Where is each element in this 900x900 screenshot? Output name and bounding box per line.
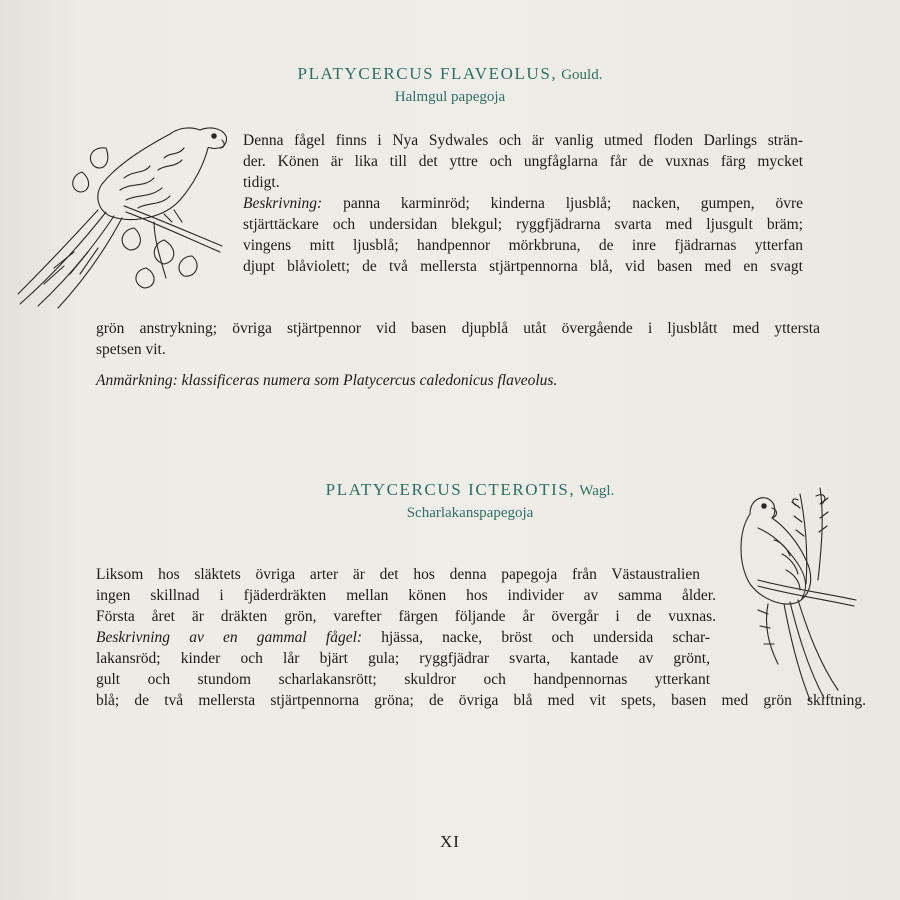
- entry1-line: stjärttäckare och undersidan blekgul; ryggfjädrarna svarta med ljusgult bräm;: [243, 216, 803, 233]
- entry1-latin-name: PLATYCERCUS FLAVEOLUS,: [297, 64, 558, 83]
- entry2-latin-name: PLATYCERCUS ICTEROTIS,: [325, 480, 576, 499]
- entry1-description-first: panna karminröd; kinderna ljusblå; nacken, gumpen, övre: [343, 195, 804, 212]
- entry2-author: Wagl.: [579, 483, 615, 499]
- entry1-author: Gould.: [561, 67, 603, 83]
- entry2-line: Första året är dräkten grön, varefter färgen följande år övergår i de vuxnas.: [96, 608, 716, 625]
- entry1-description-first-line: [243, 193, 803, 214]
- entry2-description-label: Beskrivning av en gammal fågel:: [96, 629, 363, 646]
- entry2-description-first-line: [96, 627, 710, 648]
- entry2-line: ingen skillnad i fjäderdräkten mellan könen hos individer av samma ålder.: [96, 587, 716, 604]
- entry1-common-name: Halmgul papegoja: [394, 89, 506, 105]
- entry1-heading: [180, 64, 720, 106]
- entry1-line: grön anstrykning; övriga stjärtpennor vid basen djupblå utåt övergående i ljusblått med yttersta: [96, 320, 820, 337]
- entry1-line: Denna fågel finns i Nya Sydwales och är vanlig utmed floden Darlings strän-: [243, 132, 803, 149]
- entry2-text-block: [96, 564, 866, 711]
- entry1-line: tidigt.: [243, 174, 280, 191]
- entry1-line: djupt blåviolett; de två mellersta stjärtpennorna blå, vid basen med en svagt: [243, 258, 803, 275]
- entry2-description-first: hjässa, nacke, bröst och undersida schar-: [381, 629, 711, 646]
- entry1-description-label: Beskrivning:: [243, 195, 323, 212]
- parrot-on-branch-illustration: [14, 118, 236, 310]
- entry1-note: Anmärkning: klassificeras numera som Platycercus caledonicus flaveolus.: [96, 372, 558, 389]
- entry1-wide-block: [96, 318, 820, 360]
- entry1-text-block: [243, 130, 803, 277]
- entry2-line: Liksom hos släktets övriga arter är det hos denna papegoja från Västaustralien: [96, 566, 700, 583]
- entry2-line: blå; de två mellersta stjärtpennorna gröna; de övriga blå med vit spets, basen med grön skiftning.: [96, 692, 866, 709]
- entry2-heading: [200, 480, 740, 522]
- entry2-common-name: Scharlakanspapegoja: [406, 505, 534, 521]
- entry1-line: der. Könen är lika till det yttre och ungfåglarna får de vuxnas färg mycket: [243, 153, 803, 170]
- entry2-line: gult och stundom scharlakansrött; skuldror och handpennornas ytterkant: [96, 671, 710, 688]
- entry2-line: lakansröd; kinder och lår bjärt gula; ryggfjädrar svarta, kantade av grönt,: [96, 650, 710, 667]
- entry1-line: vingens mitt ljusblå; handpennor mörkbruna, de inre fjädrarnas ytterfan: [243, 237, 803, 254]
- entry1-line: spetsen vit.: [96, 341, 166, 358]
- page-number: XI: [440, 832, 460, 851]
